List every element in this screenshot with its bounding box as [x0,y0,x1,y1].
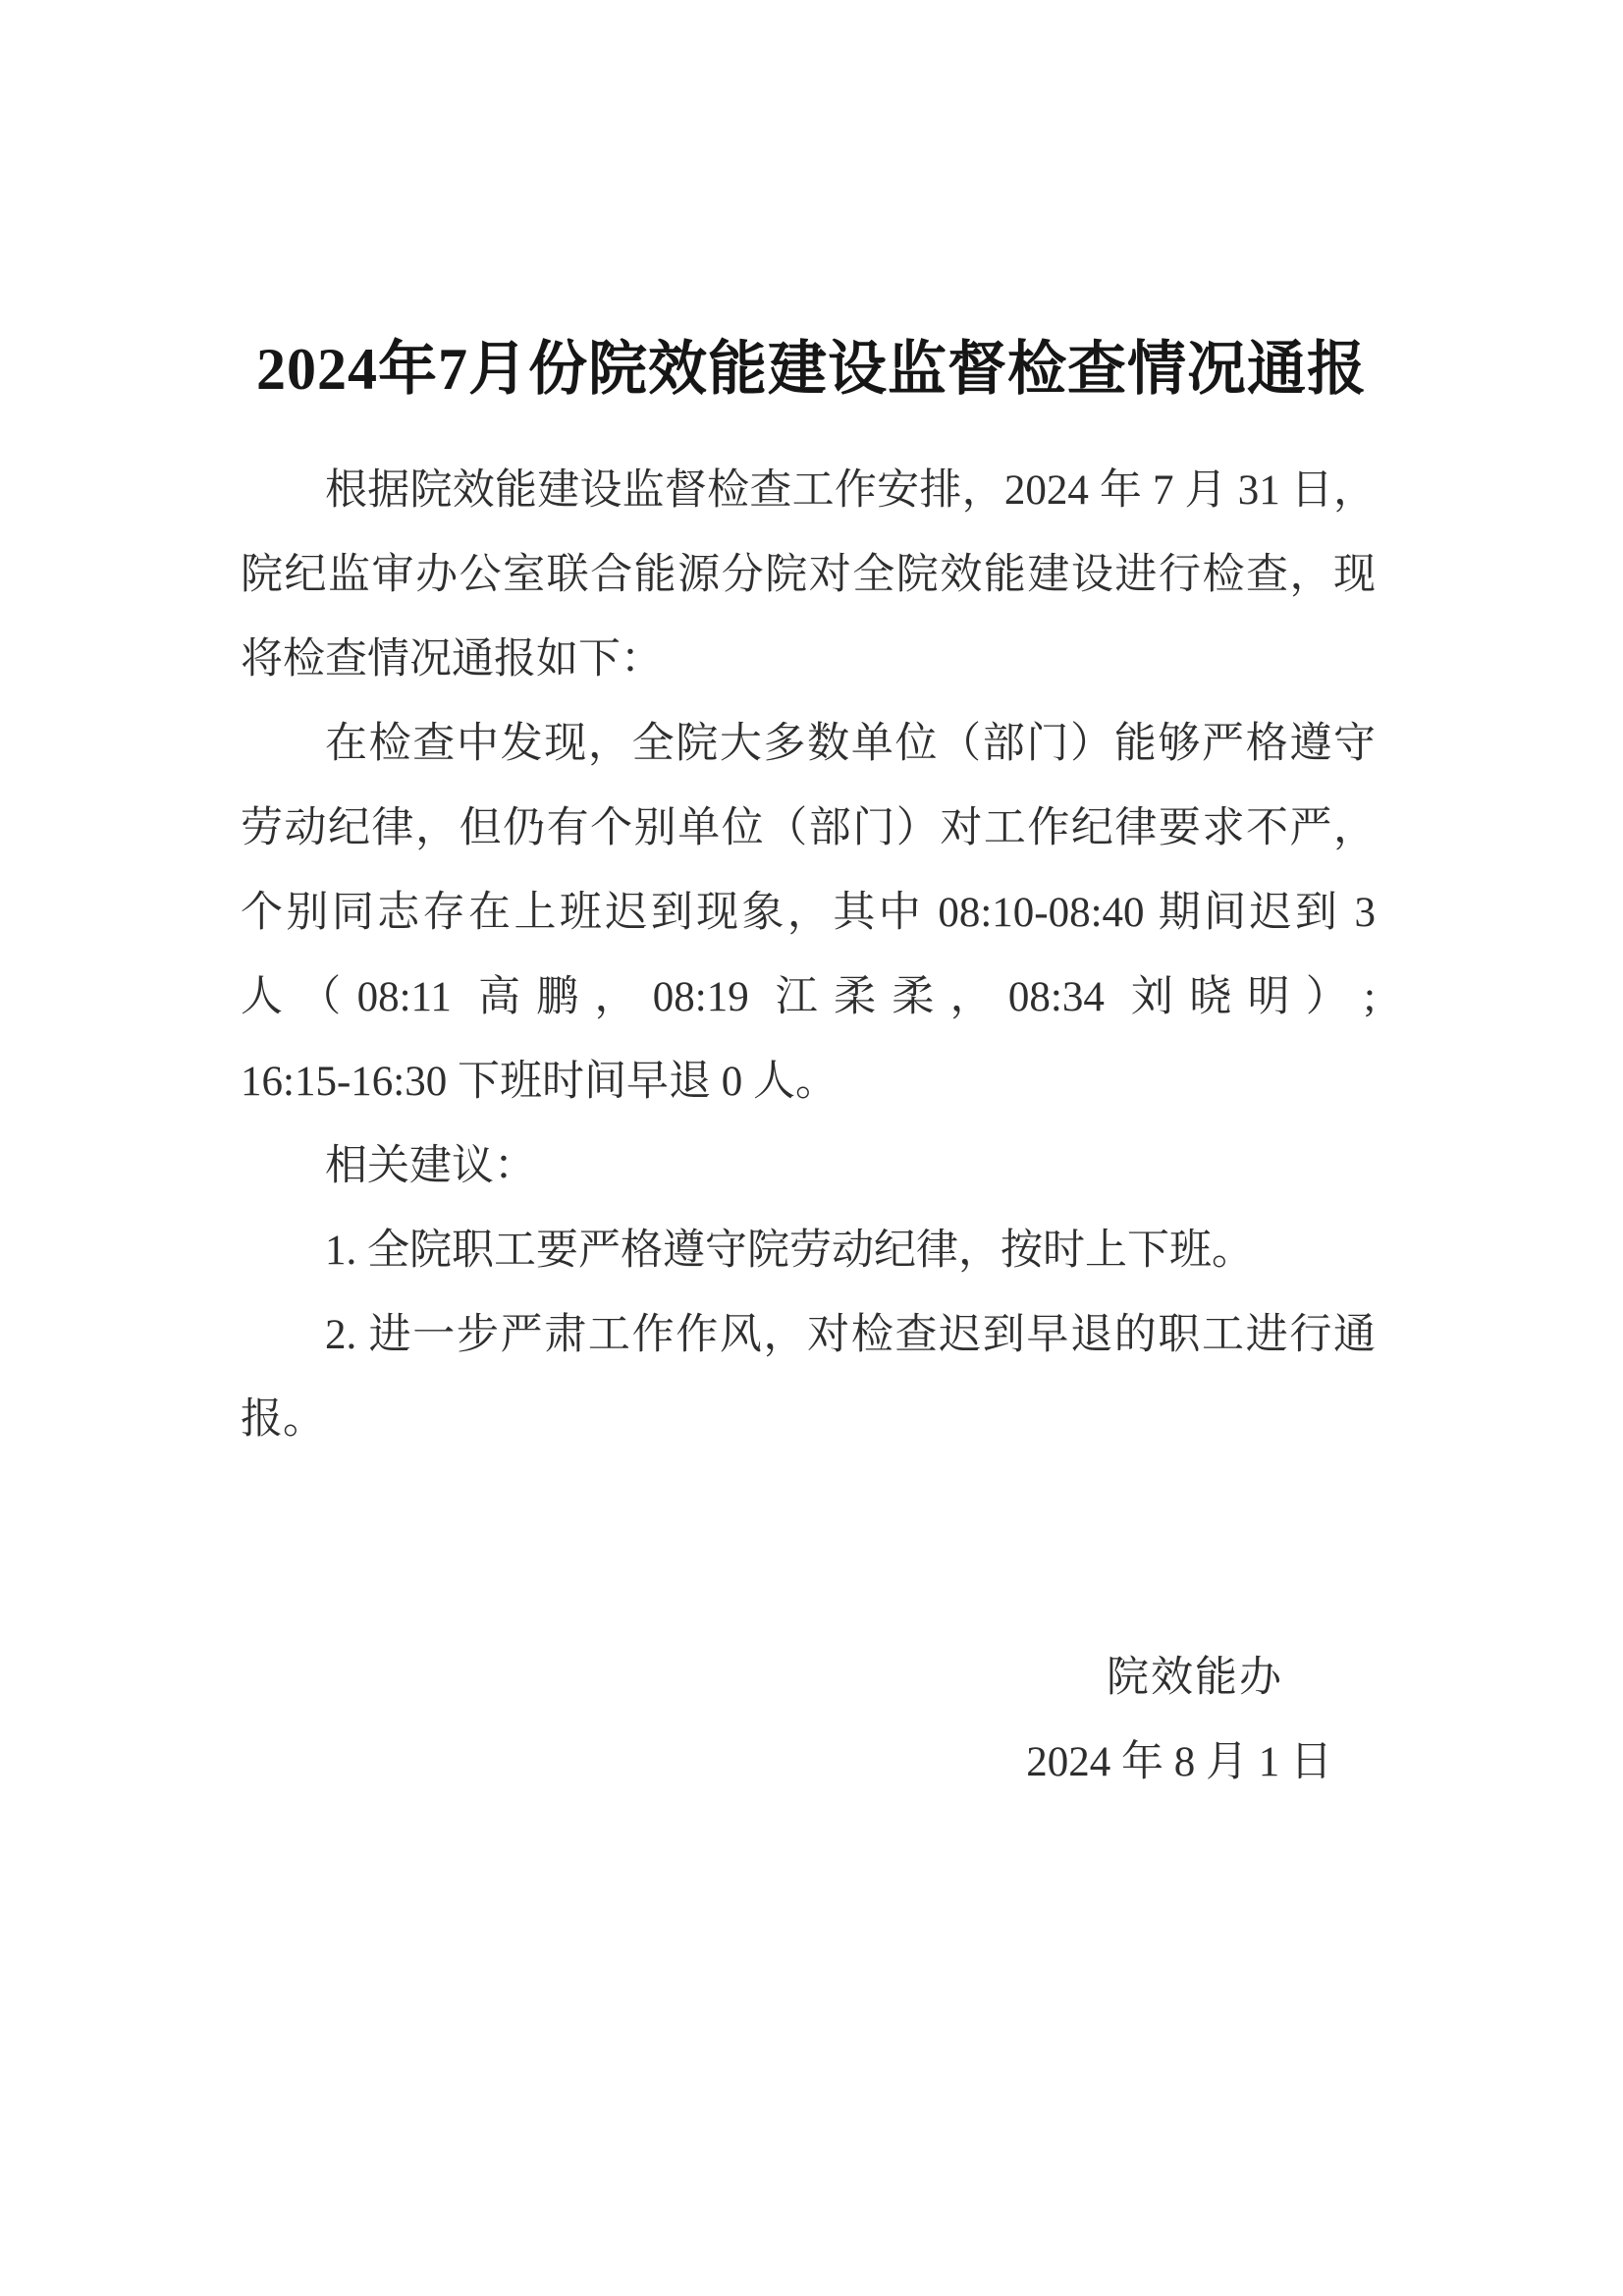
body-line-8: 16:15-16:30 下班时间早退 0 人。 [241,1059,838,1105]
body-line-10: 1. 全院职工要严格遵守院劳动纪律，按时上下班。 [325,1228,1254,1274]
body-line-2: 院纪监审办公室联合能源分院对全院效能建设进行检查，现 [241,552,1376,598]
body-line-6: 个别同志存在上班迟到现象，其中 08:10-08:40 期间迟到 3 [241,890,1376,936]
body-line-11: 2. 进一步严肃工作作风，对检查迟到早退的职工进行通 [325,1312,1376,1358]
body-line-9: 相关建议： [325,1143,536,1189]
body-line-7: 人（08:11 高鹏，08:19 江柔柔，08:34 刘晓明）; [241,974,1376,1020]
body-line-12: 报。 [241,1396,325,1443]
signature-block [0,1636,1623,1805]
signature-date: 2024 年 8 月 1 日 [1026,1739,1332,1785]
document-title: 2024年7月份院效能建设监督检查情况通报 [256,337,1367,403]
document-body [241,449,1376,1462]
body-line-5: 劳动纪律，但仍有个别单位（部门）对工作纪律要求不严， [241,805,1376,851]
body-line-3: 将检查情况通报如下： [241,636,663,683]
body-line-4: 在检查中发现，全院大多数单位（部门）能够严格遵守 [325,721,1376,767]
body-line-1: 根据院效能建设监督检查工作安排，2024 年 7 月 31 日， [325,467,1376,514]
signature-org: 院效能办 [1107,1655,1283,1701]
